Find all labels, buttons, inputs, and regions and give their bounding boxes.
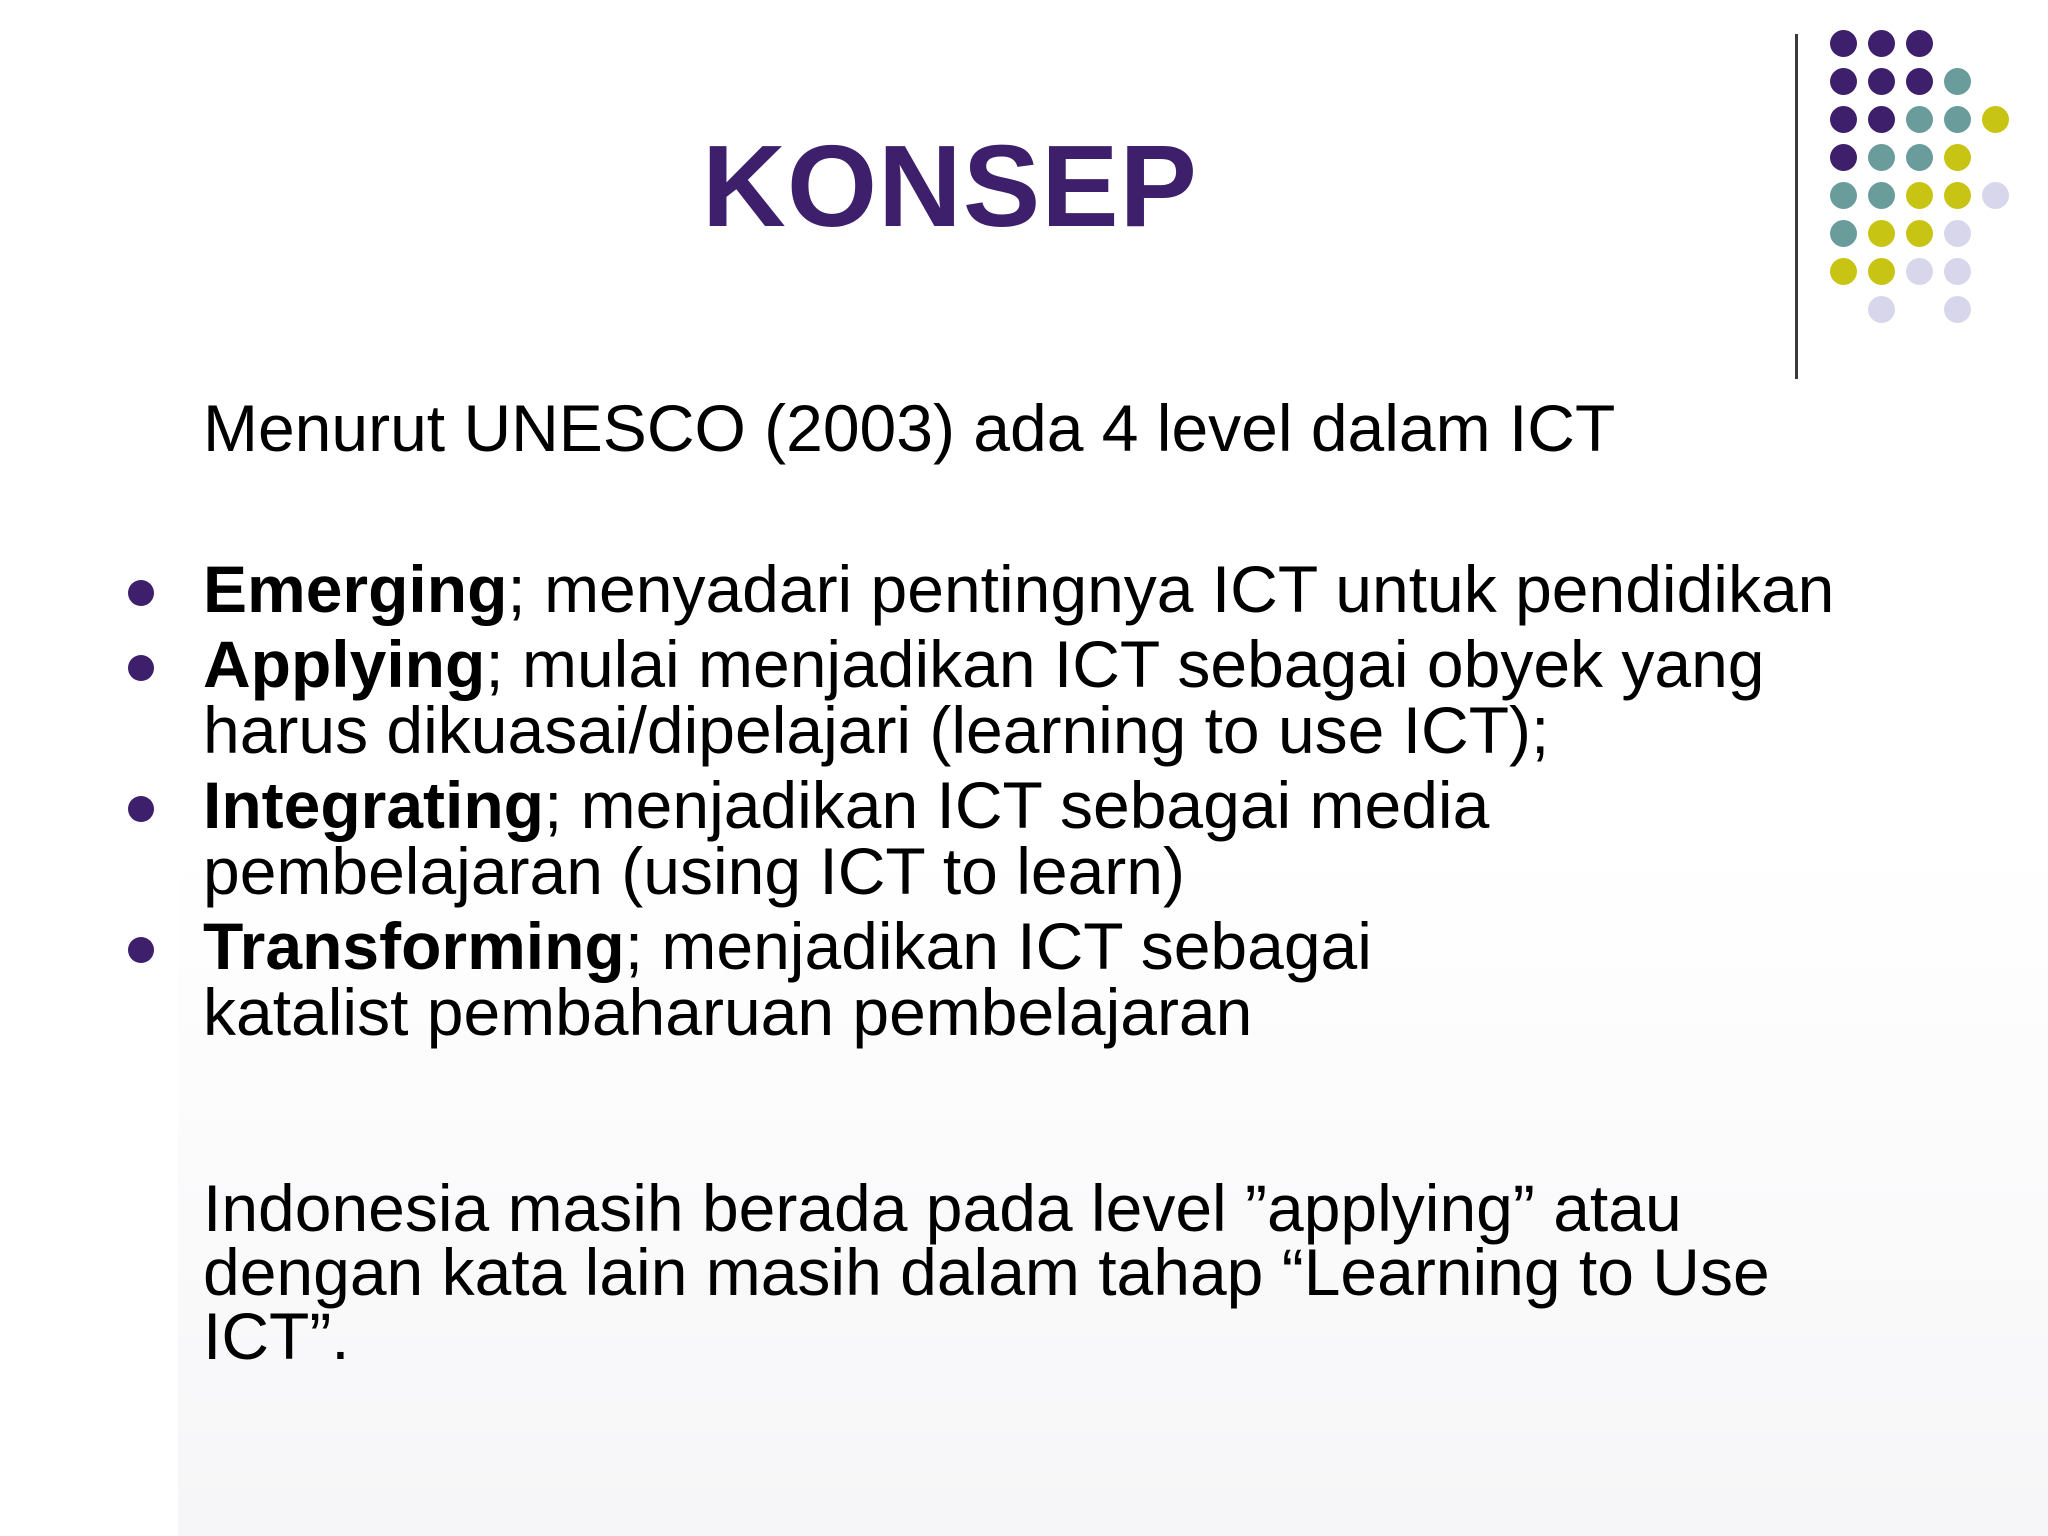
bullet-term: Emerging: [203, 552, 508, 626]
bullet-line: katalist pembaharuan pembelajaran: [203, 975, 1253, 1049]
dot-purple: [1830, 30, 1857, 57]
bullet-icon: [128, 937, 154, 963]
bullet-line: [203, 627, 1923, 701]
closing-line: ICT”.: [203, 1299, 350, 1373]
dot-olive: [1868, 258, 1895, 285]
vertical-divider: [1795, 34, 1798, 379]
dot-teal: [1868, 144, 1895, 171]
dot-lavender: [1944, 296, 1971, 323]
bullet-term: Integrating: [203, 768, 544, 842]
bullet-item-integrating: [0, 768, 2048, 908]
bullet-list: [0, 552, 2048, 1054]
slide-title: KONSEP: [702, 121, 1198, 251]
dot-teal: [1830, 220, 1857, 247]
bullet-text: [203, 552, 1923, 626]
dot-olive: [1868, 220, 1895, 247]
dot-teal: [1944, 68, 1971, 95]
bullet-line: [203, 909, 1923, 983]
dot-teal: [1944, 106, 1971, 133]
bullet-icon: [128, 796, 154, 822]
dot-lavender: [1982, 182, 2009, 209]
dot-lavender: [1868, 296, 1895, 323]
dot-teal: [1906, 106, 1933, 133]
dot-olive: [1830, 258, 1857, 285]
closing-line: dengan kata lain masih dalam tahap “Learning to Use: [203, 1235, 1770, 1309]
dot-olive: [1906, 220, 1933, 247]
bullet-item-transforming: [0, 909, 2048, 1049]
bullet-icon: [128, 580, 154, 606]
dot-lavender: [1944, 258, 1971, 285]
bullet-item-applying: [0, 627, 2048, 767]
dot-olive: [1906, 182, 1933, 209]
closing-paragraph: [203, 1171, 1923, 1373]
bullet-icon: [128, 655, 154, 681]
dot-purple: [1830, 68, 1857, 95]
bullet-line: pembelajaran (using ICT to learn): [203, 834, 1185, 908]
dot-purple: [1906, 68, 1933, 95]
dot-olive: [1982, 106, 2009, 133]
dot-lavender: [1906, 258, 1933, 285]
dot-teal: [1906, 144, 1933, 171]
dot-olive: [1944, 144, 1971, 171]
dot-teal: [1868, 182, 1895, 209]
dot-purple: [1868, 106, 1895, 133]
bullet-description: ; menyadari pentingnya ICT untuk pendidikan: [507, 552, 1835, 626]
bullet-line: harus dikuasai/dipelajari (learning to use ICT);: [203, 693, 1550, 767]
bullet-description: ; menjadikan ICT sebagai: [624, 909, 1372, 983]
dot-purple: [1830, 106, 1857, 133]
decorative-dot-grid: [1830, 30, 2030, 340]
dot-purple: [1868, 30, 1895, 57]
closing-line: Indonesia masih berada pada level ”applying” atau: [203, 1171, 1682, 1245]
dot-purple: [1830, 144, 1857, 171]
bullet-line: [203, 768, 1923, 842]
bullet-text: [203, 627, 1923, 767]
bullet-term: Transforming: [203, 909, 625, 983]
dot-purple: [1868, 68, 1895, 95]
bullet-description: ; mulai menjadikan ICT sebagai obyek yang: [485, 627, 1765, 701]
dot-lavender: [1944, 220, 1971, 247]
dot-teal: [1830, 182, 1857, 209]
bullet-description: ; menjadikan ICT sebagai media: [544, 768, 1490, 842]
dot-purple: [1906, 30, 1933, 57]
dot-olive: [1944, 182, 1971, 209]
bullet-text: [203, 909, 1923, 1049]
bullet-term: Applying: [203, 627, 486, 701]
bullet-text: [203, 768, 1923, 908]
bullet-line: [203, 552, 1923, 626]
intro-text: Menurut UNESCO (2003) ada 4 level dalam ICT: [203, 391, 1616, 465]
bullet-item-emerging: [0, 552, 2048, 626]
